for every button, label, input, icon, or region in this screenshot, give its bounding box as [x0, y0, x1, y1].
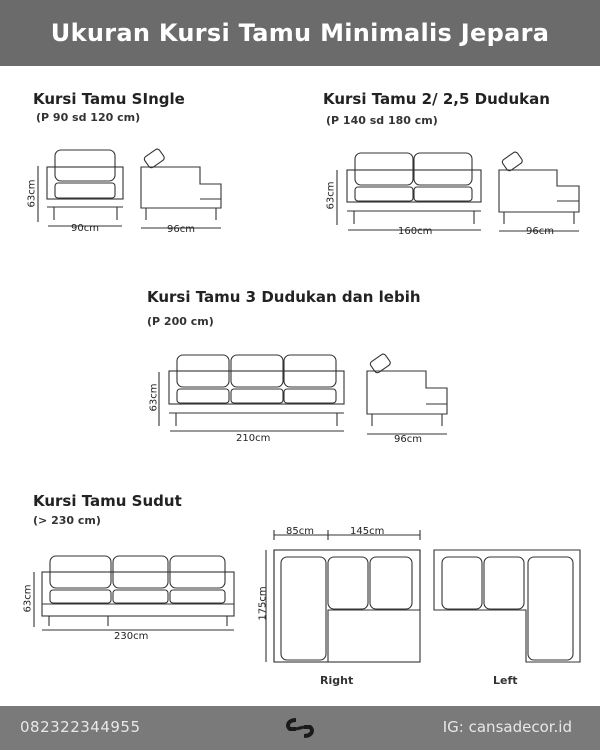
two-height-label: 63cm: [325, 181, 337, 210]
two-width-label: 160cm: [398, 226, 433, 237]
single-width-label: 90cm: [71, 223, 99, 234]
corner-left-caption: Left: [493, 674, 518, 687]
section-subtitle-single: (P 90 sd 120 cm): [36, 111, 141, 124]
corner-seg1-label: 85cm: [286, 526, 314, 537]
three-seater-sofa-side: [367, 353, 447, 434]
corner-length-label: 175cm: [257, 586, 269, 621]
three-seater-sofa-front: [159, 355, 344, 431]
single-depth-label: 96cm: [167, 224, 195, 235]
corner-width-label: 230cm: [114, 631, 149, 642]
section-title-two: Kursi Tamu 2/ 2,5 Dudukan: [323, 90, 550, 108]
section-subtitle-two: (P 140 sd 180 cm): [326, 114, 438, 127]
three-height-label: 63cm: [148, 383, 160, 412]
two-depth-label: 96cm: [526, 226, 554, 237]
two-seater-sofa-side: [499, 151, 579, 231]
section-subtitle-three: (P 200 cm): [147, 315, 214, 328]
footer-bar: [0, 706, 600, 750]
section-title-three: Kursi Tamu 3 Dudukan dan lebih: [147, 288, 421, 306]
two-seater-sofa-front: [337, 153, 481, 230]
page-title: Ukuran Kursi Tamu Minimalis Jepara: [50, 19, 550, 47]
corner-right-caption: Right: [320, 674, 354, 687]
section-subtitle-corner: (> 230 cm): [33, 514, 101, 527]
corner-seg2-label: 145cm: [350, 526, 385, 537]
three-width-label: 210cm: [236, 433, 271, 444]
section-title-single: Kursi Tamu SIngle: [33, 90, 185, 108]
section-title-corner: Kursi Tamu Sudut: [33, 492, 182, 510]
footer-instagram: IG: cansadecor.id: [442, 718, 572, 736]
three-depth-label: 96cm: [394, 434, 422, 445]
corner-sofa-plan-right: [266, 530, 420, 662]
single-sofa-front: [38, 150, 123, 226]
single-sofa-side: [141, 148, 221, 228]
corner-sofa-plan-left: [434, 550, 580, 662]
single-height-label: 63cm: [26, 179, 38, 208]
footer-phone: 082322344955: [20, 718, 141, 736]
brand-logo-icon: [282, 714, 318, 742]
corner-sofa-front: [34, 556, 234, 630]
corner-height-label: 63cm: [22, 584, 34, 613]
